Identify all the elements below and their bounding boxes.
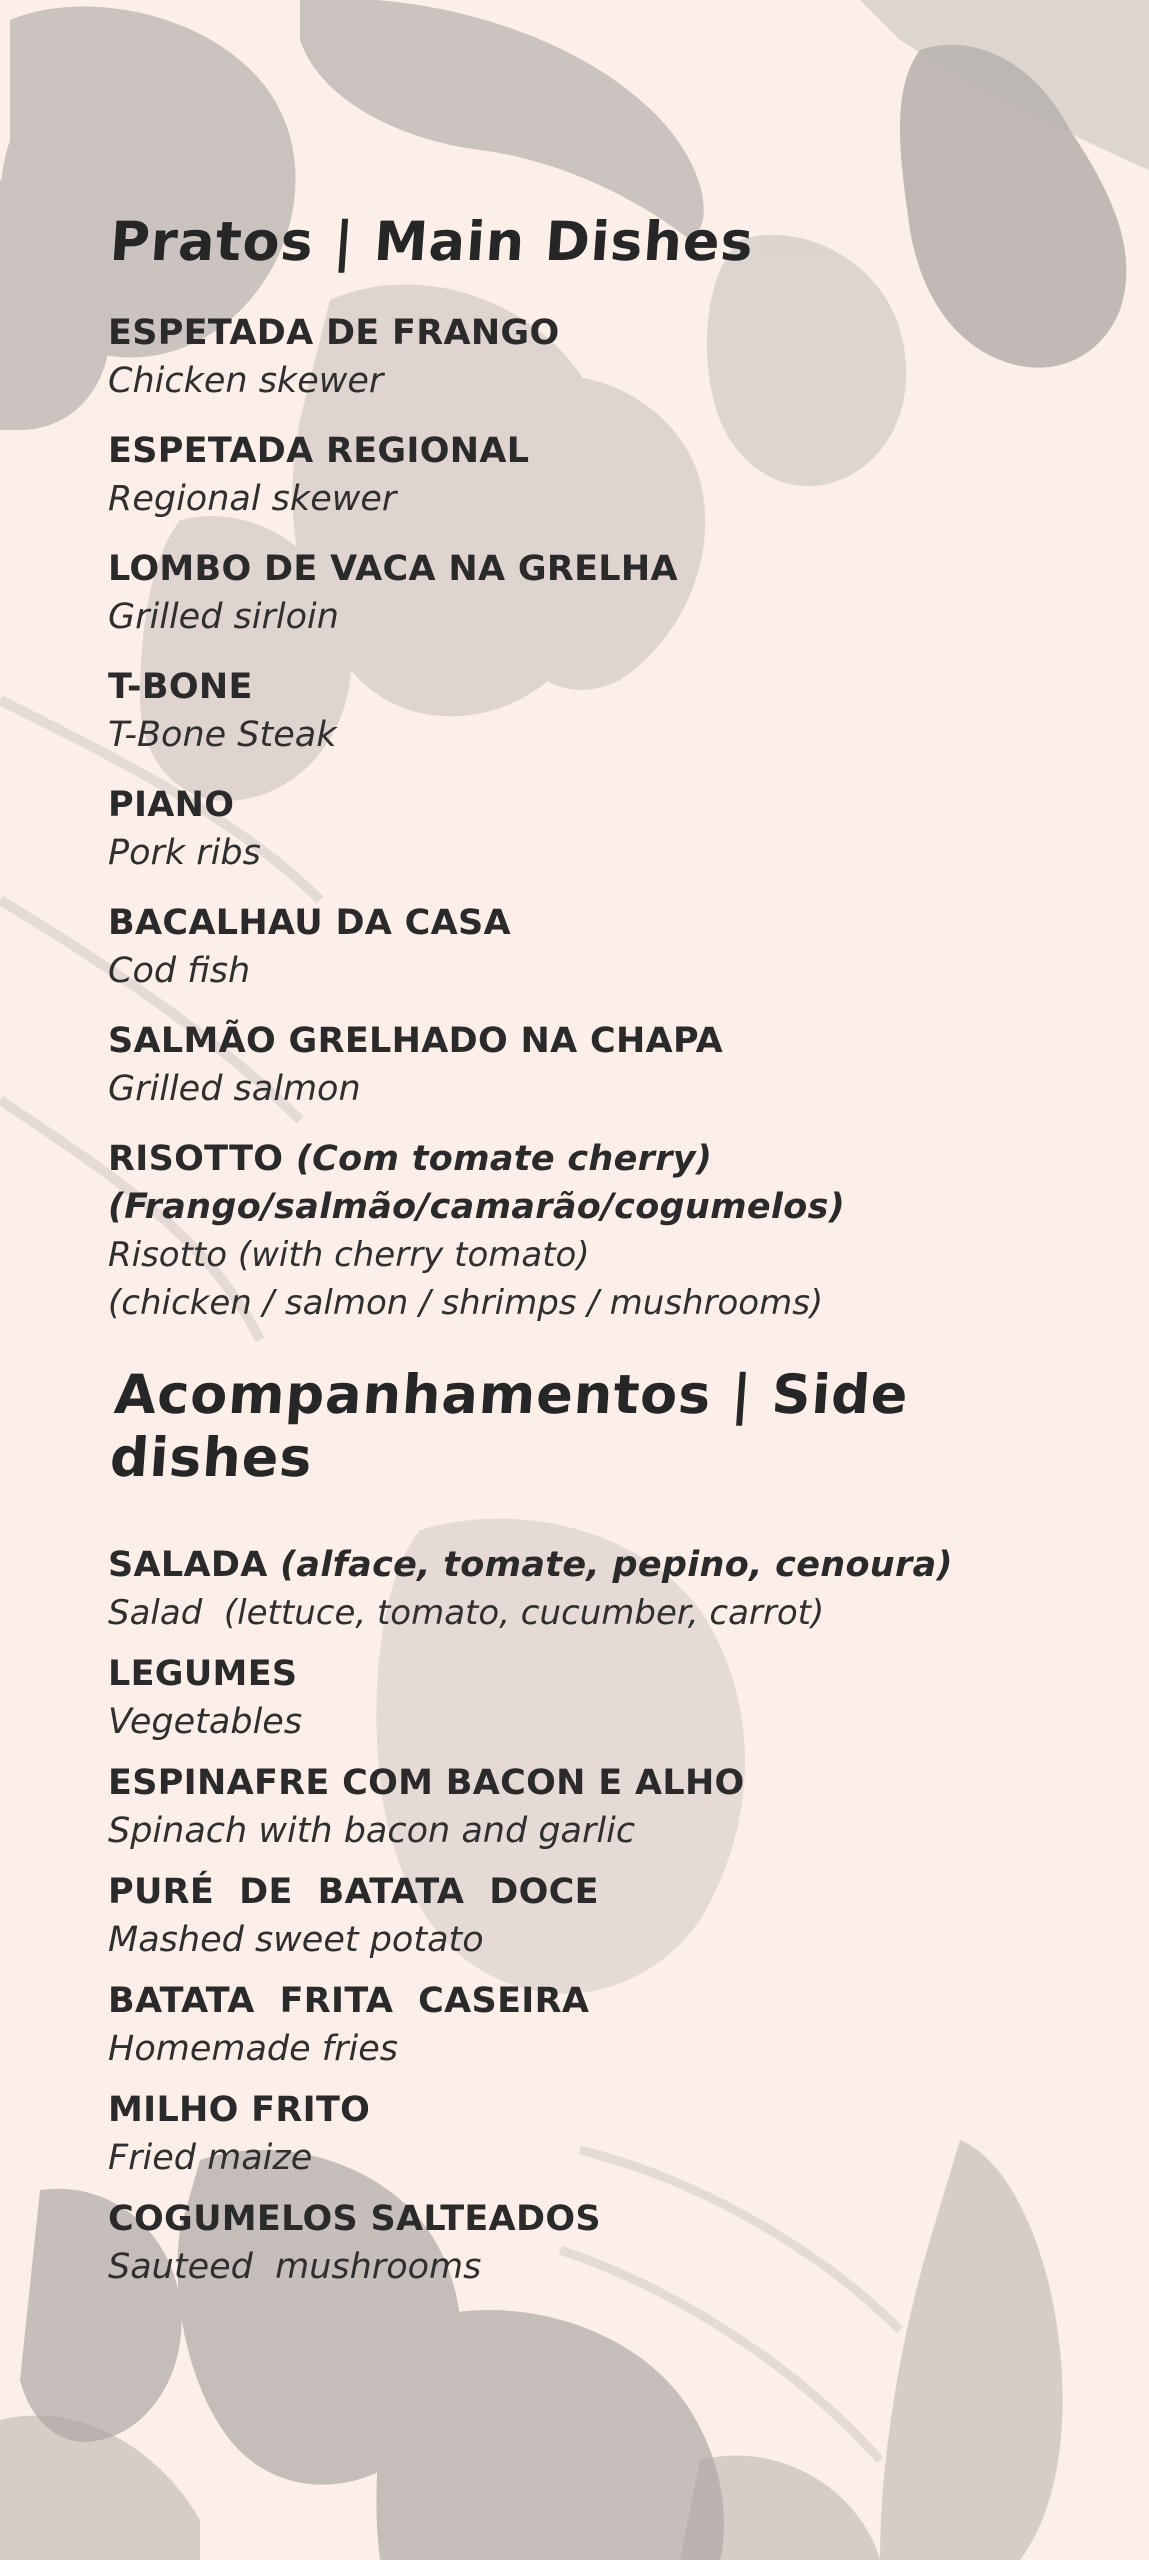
dish-name-en: Vegetables: [108, 1702, 303, 1742]
menu-item: [108, 1017, 1108, 1113]
dish-name-pt: PURÉ DE BATATA DOCE: [108, 1872, 599, 1912]
menu-item: [108, 1977, 1108, 2073]
salad-note-en: (lettuce, tomato, cucumber, carrot): [223, 1593, 825, 1633]
menu-item: [108, 663, 1108, 759]
dish-name-pt: BACALHAU DA CASA: [108, 903, 511, 943]
dish-name-en: Chicken skewer: [108, 361, 384, 401]
dish-name-en: Pork ribs: [108, 833, 261, 873]
dish-name-en: Mashed sweet potato: [108, 1920, 484, 1960]
dish-name-pt: SALMÃO GRELHADO NA CHAPA: [108, 1021, 724, 1061]
dish-name-en: Grilled sirloin: [108, 597, 339, 637]
risotto-name: RISOTTO: [108, 1139, 284, 1179]
menu-item: [108, 899, 1108, 995]
dish-name-en: Homemade fries: [108, 2029, 398, 2069]
risotto-note: (Com tomate cherry): [295, 1139, 713, 1179]
dish-name-en: Sauteed mushrooms: [108, 2247, 482, 2287]
dish-name-pt: MILHO FRITO: [108, 2090, 371, 2130]
menu-item: [108, 545, 1108, 641]
risotto-options-en: (chicken / salmon / shrimps / mushrooms): [108, 1283, 824, 1323]
dish-name-en: Risotto (with cherry tomato): [108, 1235, 590, 1275]
menu-item: [108, 781, 1108, 877]
menu-item: [108, 1759, 1108, 1855]
dish-name-en: Spinach with bacon and garlic: [108, 1811, 636, 1851]
dish-name-pt: LEGUMES: [108, 1654, 298, 1694]
dish-name-pt: LOMBO DE VACA NA GRELHA: [108, 549, 678, 589]
menu-item: [108, 309, 1108, 405]
menu-item-salad: [108, 1541, 1108, 1637]
risotto-options-pt: [108, 1183, 1108, 1231]
dish-name-pt: BATATA FRITA CASEIRA: [108, 1981, 590, 2021]
dish-name-en: T-Bone Steak: [108, 715, 337, 755]
menu-content: [108, 210, 1108, 2304]
salad-name-en: Salad: [108, 1593, 203, 1633]
dish-name-pt: ESPINAFRE COM BACON E ALHO: [108, 1763, 745, 1803]
side-dishes-section: [108, 1363, 1108, 2291]
main-dishes-title: Pratos | Main Dishes: [108, 210, 757, 273]
dish-name-en: Regional skewer: [108, 479, 397, 519]
main-dishes-section: [108, 210, 1108, 1327]
dish-name-pt: [108, 1541, 1108, 1589]
menu-item-risotto: [108, 1135, 1108, 1327]
dish-name-pt: T-BONE: [108, 667, 253, 707]
salad-name: SALADA: [108, 1545, 268, 1585]
dish-name-pt: PIANO: [108, 785, 235, 825]
menu-item: [108, 1650, 1108, 1746]
dish-name-pt: COGUMELOS SALTEADOS: [108, 2199, 601, 2239]
menu-item: [108, 2195, 1108, 2291]
salad-note: (alface, tomate, pepino, cenoura): [280, 1545, 953, 1585]
menu-item: [108, 427, 1108, 523]
dish-name-en: Cod fish: [108, 951, 251, 991]
dish-name-pt: ESPETADA REGIONAL: [108, 431, 530, 471]
dish-name-pt: ESPETADA DE FRANGO: [108, 313, 560, 353]
dish-name-pt: [108, 1135, 1108, 1183]
dish-name-en: Fried maize: [108, 2138, 313, 2178]
risotto-options: (Frango/salmão/camarão/cogumelos): [108, 1187, 846, 1227]
dish-name-en: [108, 1589, 1108, 1637]
menu-item: [108, 2086, 1108, 2182]
dish-name-en: Grilled salmon: [108, 1069, 361, 1109]
side-dishes-title: Acompanhamentos | Side dishes: [108, 1363, 911, 1489]
menu-item: [108, 1868, 1108, 1964]
